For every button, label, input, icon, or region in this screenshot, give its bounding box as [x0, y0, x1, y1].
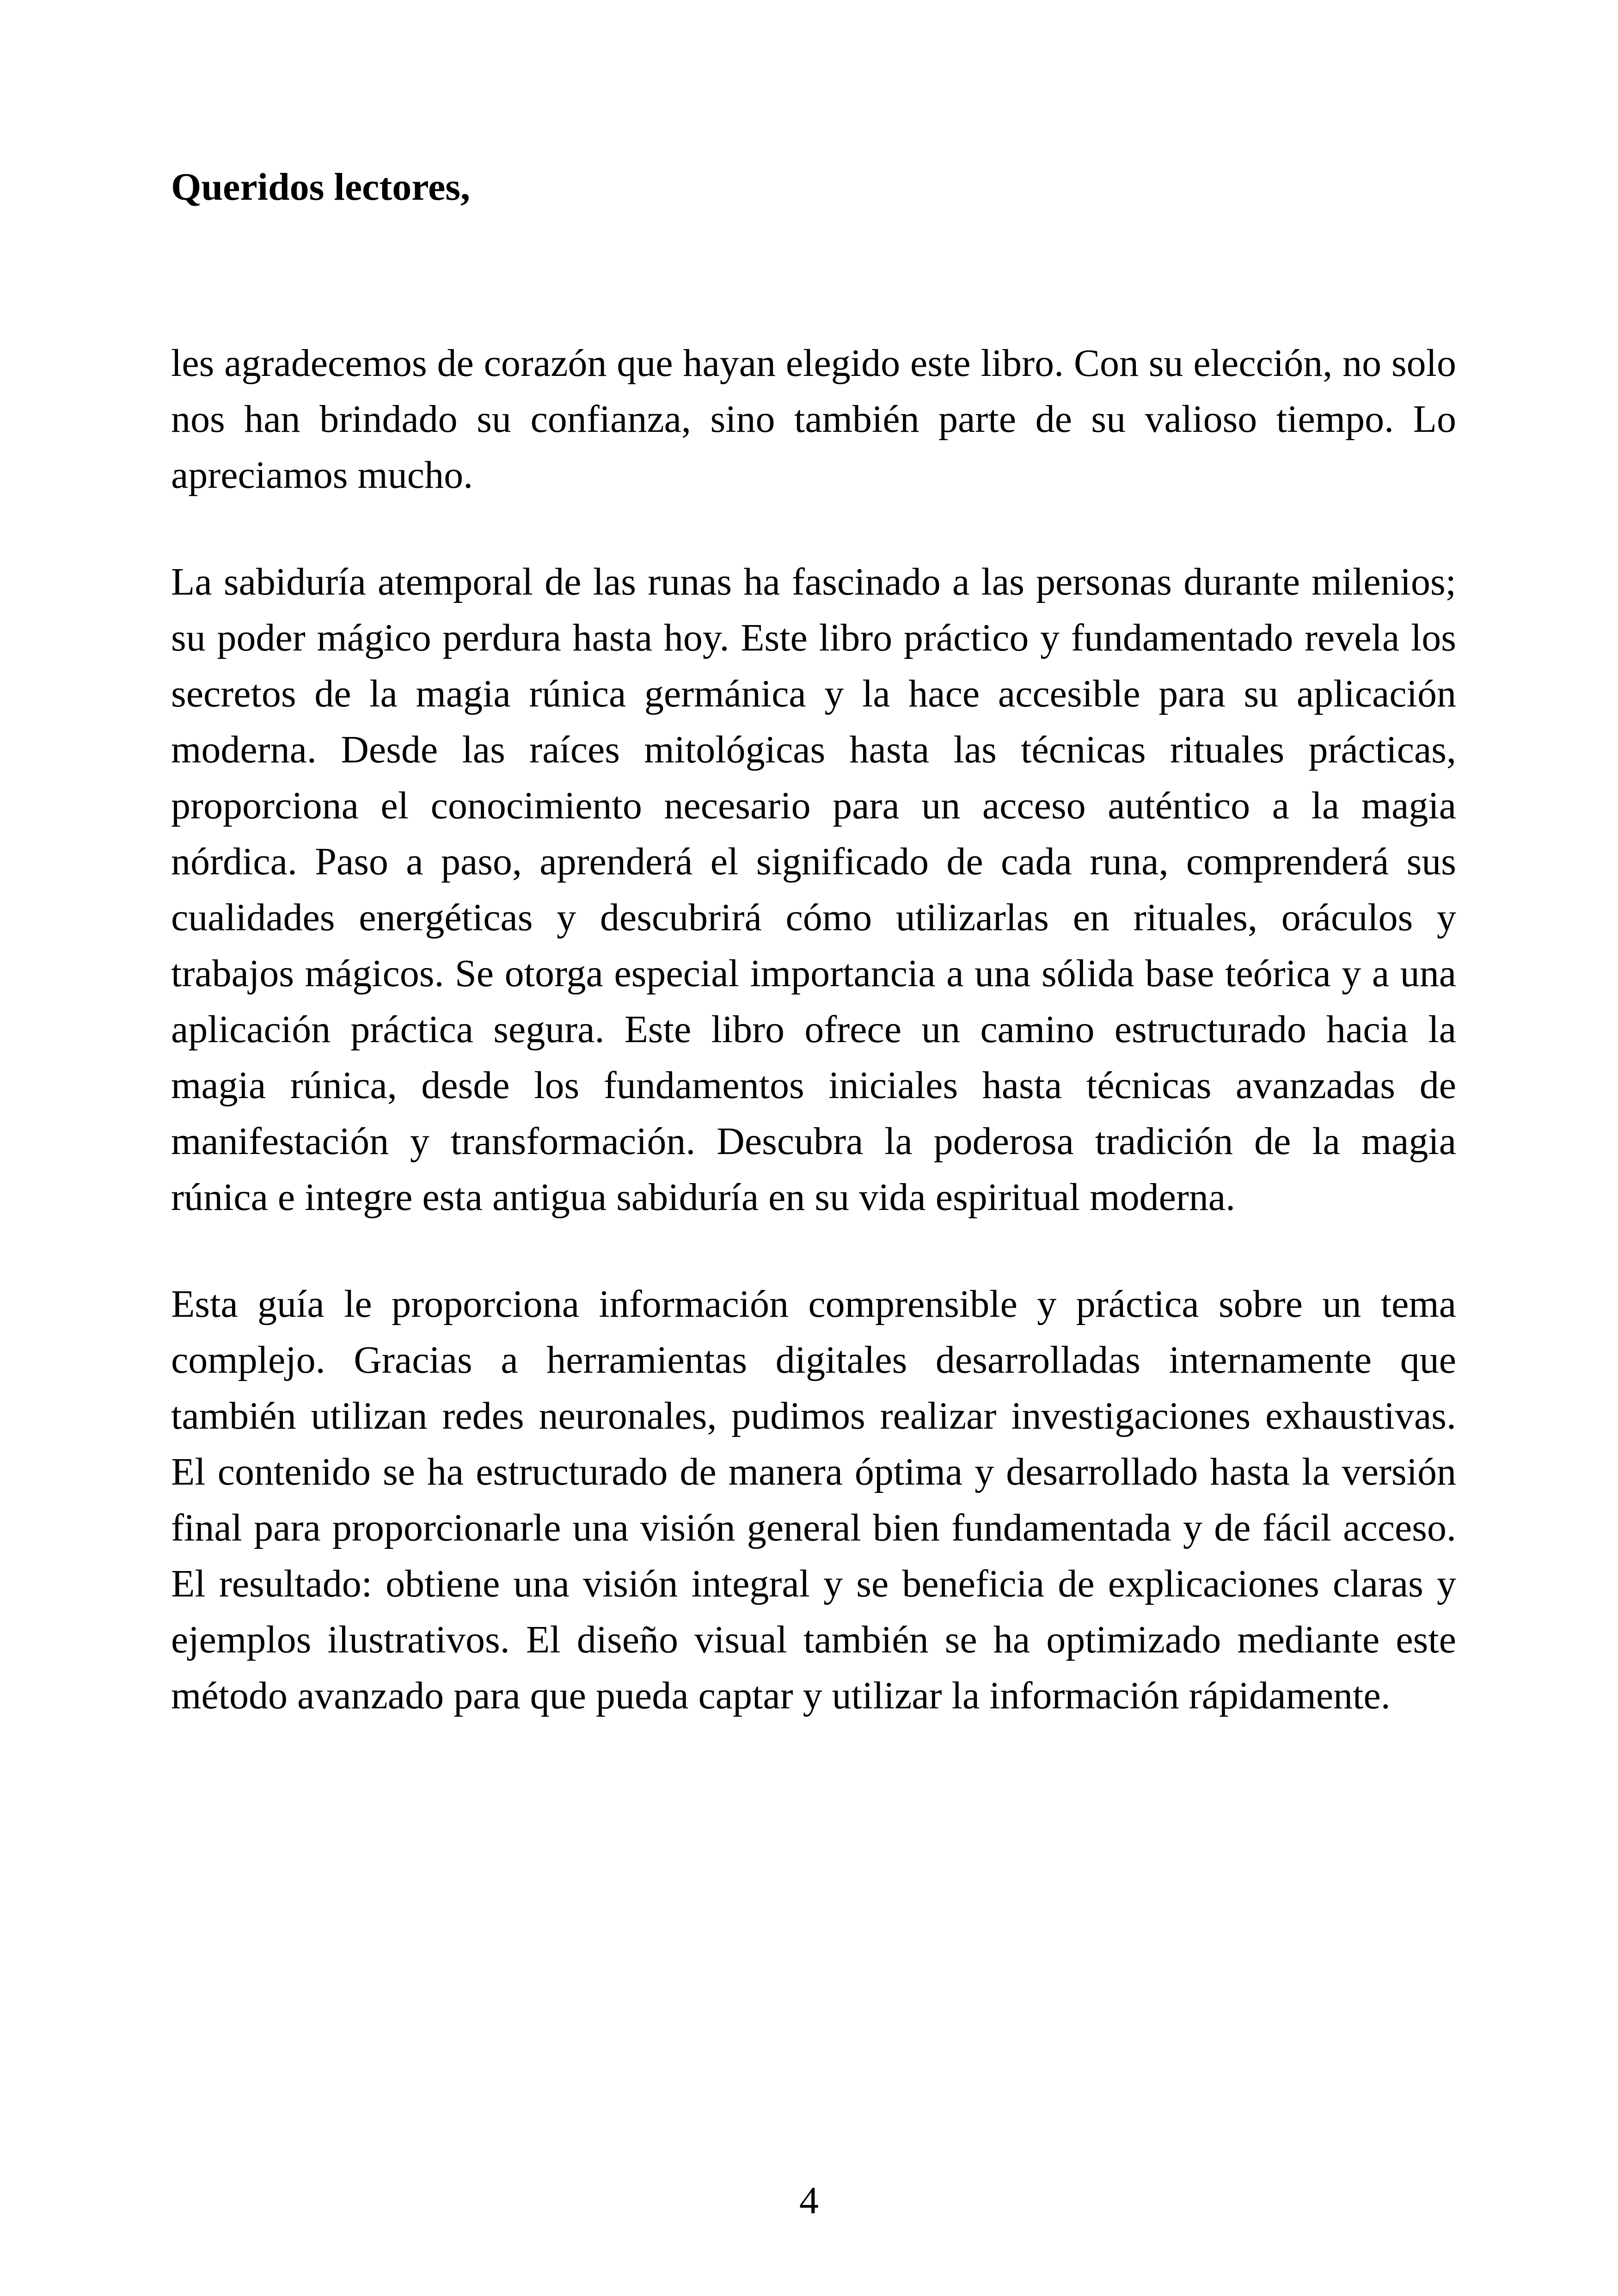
paragraph-guide-method: Esta guía le proporciona información comprensible y práctica sobre un tema complejo. Gracias a herramientas digitales desarrolladas internamente que también utilizan redes neuronales, pudimos realizar investigaciones exhaustivas. El contenido se ha estructurado de manera óptima y desarrollado hasta la versión final para proporcionarle una visión general bien fundamentada y de fácil acceso. El resultado: obtiene una visión integral y se beneficia de explicaciones claras y ejemplos ilustrativos. El diseño visual también se ha optimizado mediante este método avanzado para que pueda captar y utilizar la información rápidamente. [171, 1283, 1456, 1717]
page-body [171, 160, 1456, 1724]
paragraph-gratitude: les agradecemos de corazón que hayan elegido este libro. Con su elección, no solo nos han brindado su confianza, sino también parte de su valioso tiempo. Lo apreciamos mucho. [171, 342, 1456, 497]
salutation-heading: Queridos lectores, [171, 166, 470, 209]
page-number: 4 [799, 2179, 819, 2222]
paragraph-runes-wisdom: La sabiduría atemporal de las runas ha fascinado a las personas durante milenios; su poder mágico perdura hasta hoy. Este libro práctico y fundamentado revela los secretos de la magia rúnica germánica y la hace accesible para su aplicación moderna. Desde las raíces mitológicas hasta las técnicas rituales prácticas, proporciona el conocimiento necesario para un acceso auténtico a la magia nórdica. Paso a paso, aprenderá el significado de cada runa, comprenderá sus cualidades energéticas y descubrirá cómo utilizarlas en rituales, oráculos y trabajos mágicos. Se otorga especial importancia a una sólida base teórica y a una aplicación práctica segura. Este libro ofrece un camino estructurado hacia la magia rúnica, desde los fundamentos iniciales hasta técnicas avanzadas de manifestación y transformación. Descubra la poderosa tradición de la magia rúnica e integre esta antigua sabiduría en su vida espiritual moderna. [171, 560, 1456, 1219]
